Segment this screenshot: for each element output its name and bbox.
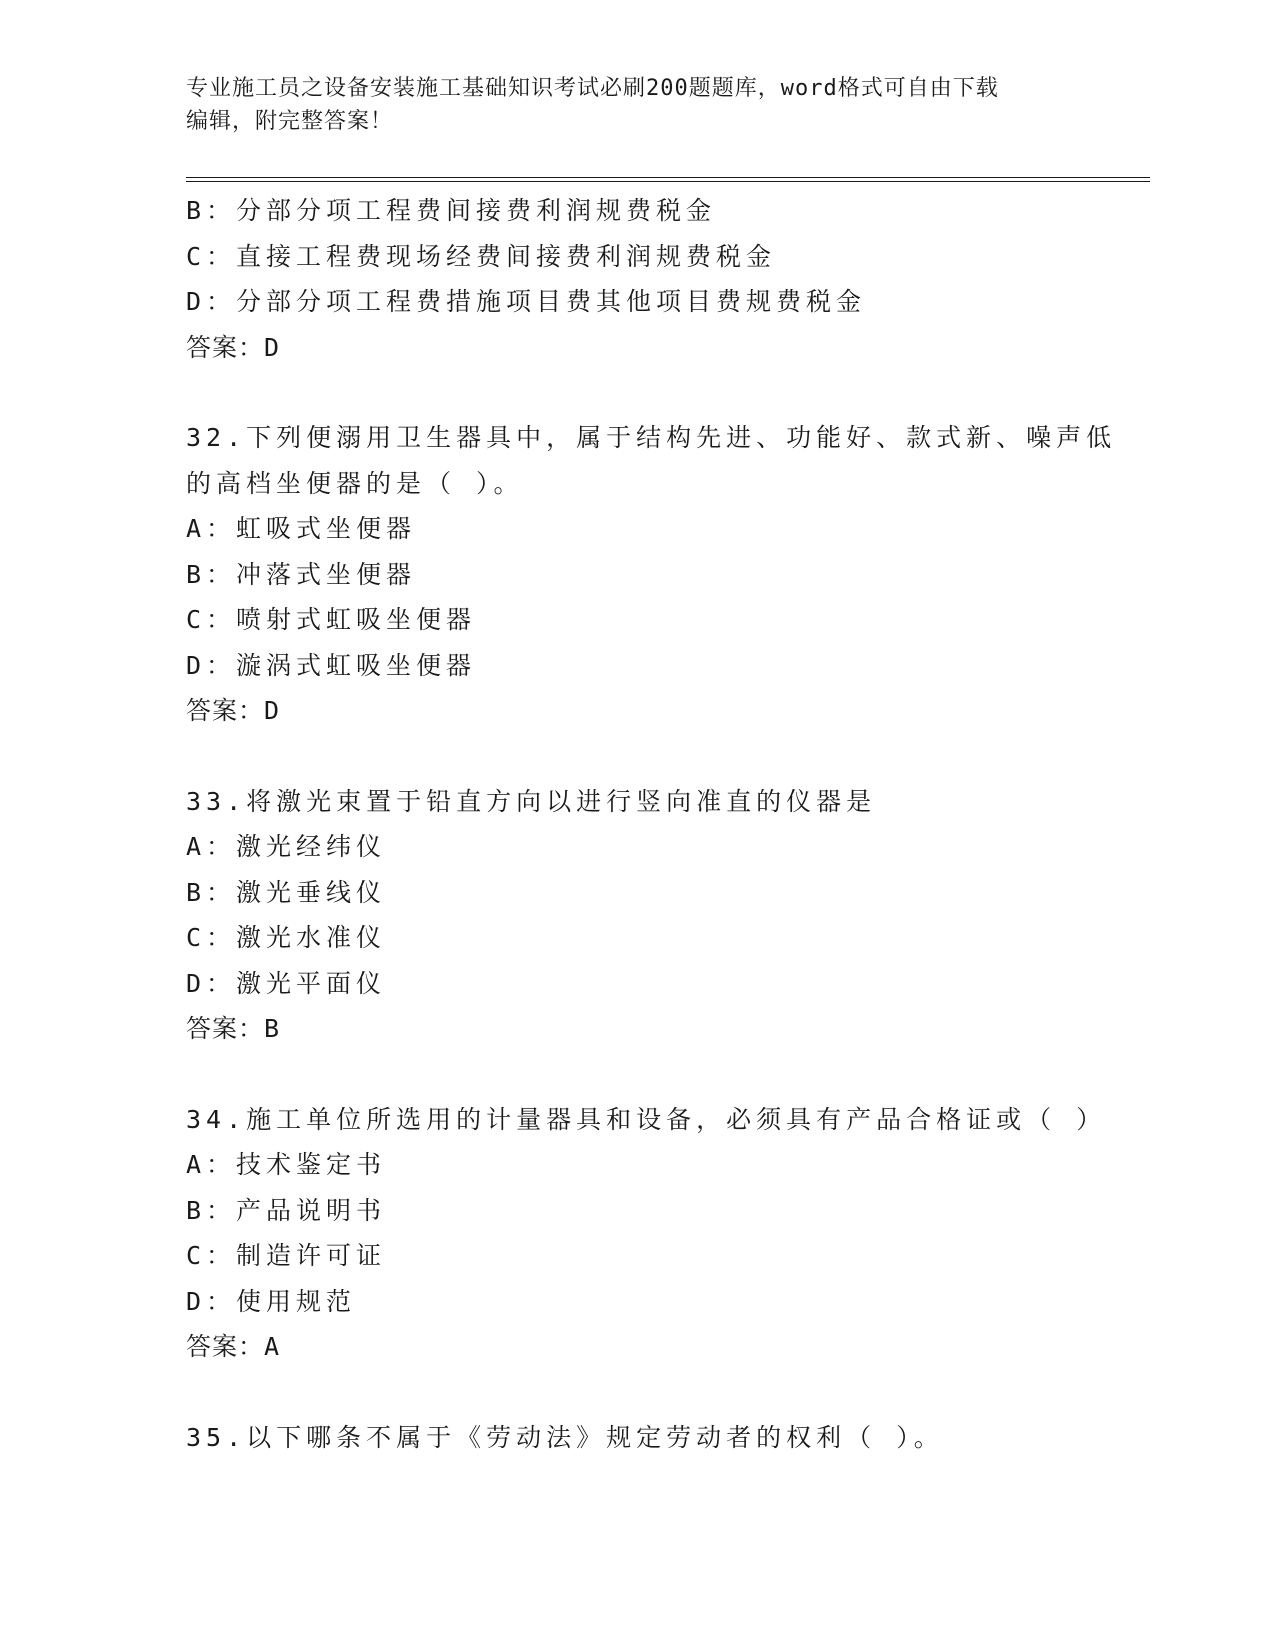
- option-c: C：激光水准仪: [186, 923, 387, 952]
- option-b: B：分部分项工程费间接费利润规费税金: [186, 196, 717, 225]
- question-stem: 33.将激光束置于铅直方向以进行竖向准直的仪器是: [186, 786, 877, 816]
- option-a: A：技术鉴定书: [186, 1150, 387, 1179]
- header-divider-top: [186, 177, 1150, 178]
- header-divider-bottom: [186, 181, 1150, 182]
- question-35: [186, 1415, 1086, 1461]
- option-d: D：激光平面仪: [186, 968, 387, 998]
- option-b: B：激光垂线仪: [186, 877, 387, 907]
- question-stem: 35.以下哪条不属于《劳动法》规定劳动者的权利（ ）。: [186, 1422, 944, 1452]
- header-line-1: 专业施工员之设备安装施工基础知识考试必刷200题题库，word格式可自由下载: [186, 76, 999, 101]
- header-line-2: 编辑，附完整答案！: [186, 109, 394, 134]
- spacer: [186, 370, 1086, 415]
- question-stem: 34.施工单位所选用的计量器具和设备，必须具有产品合格证或（ ）: [186, 1104, 1107, 1134]
- answer: 答案：B: [186, 1014, 281, 1043]
- question-34: [186, 1097, 1107, 1370]
- question-33: [186, 779, 1086, 1052]
- question-32: [186, 415, 1117, 734]
- question-stem-line-1: 32.下列便溺用卫生器具中，属于结构先进、功能好、款式新、噪声低: [186, 423, 1117, 452]
- option-b: B：产品说明书: [186, 1195, 387, 1225]
- answer: 答案：A: [186, 1332, 281, 1361]
- document-header: [186, 72, 1066, 138]
- question-stem-line-2: 的高档坐便器的是（ ）。: [186, 468, 524, 498]
- spacer: [186, 1052, 1086, 1097]
- question-list: [186, 188, 1117, 1460]
- option-a: A：虹吸式坐便器: [186, 514, 417, 543]
- question-31: [186, 188, 1086, 370]
- answer: 答案：D: [186, 332, 281, 362]
- option-a: A：激光经纬仪: [186, 832, 387, 861]
- option-c: C：直接工程费现场经费间接费利润规费税金: [186, 241, 777, 271]
- option-b: B：冲落式坐便器: [186, 559, 417, 589]
- option-c: C：喷射式虹吸坐便器: [186, 605, 477, 634]
- answer: 答案：D: [186, 696, 281, 725]
- option-c: C：制造许可证: [186, 1241, 387, 1270]
- option-d: D：漩涡式虹吸坐便器: [186, 650, 477, 680]
- spacer: [186, 1370, 1086, 1415]
- option-d: D：分部分项工程费措施项目费其他项目费规费税金: [186, 287, 867, 316]
- spacer: [186, 734, 1086, 779]
- option-d: D：使用规范: [186, 1286, 357, 1316]
